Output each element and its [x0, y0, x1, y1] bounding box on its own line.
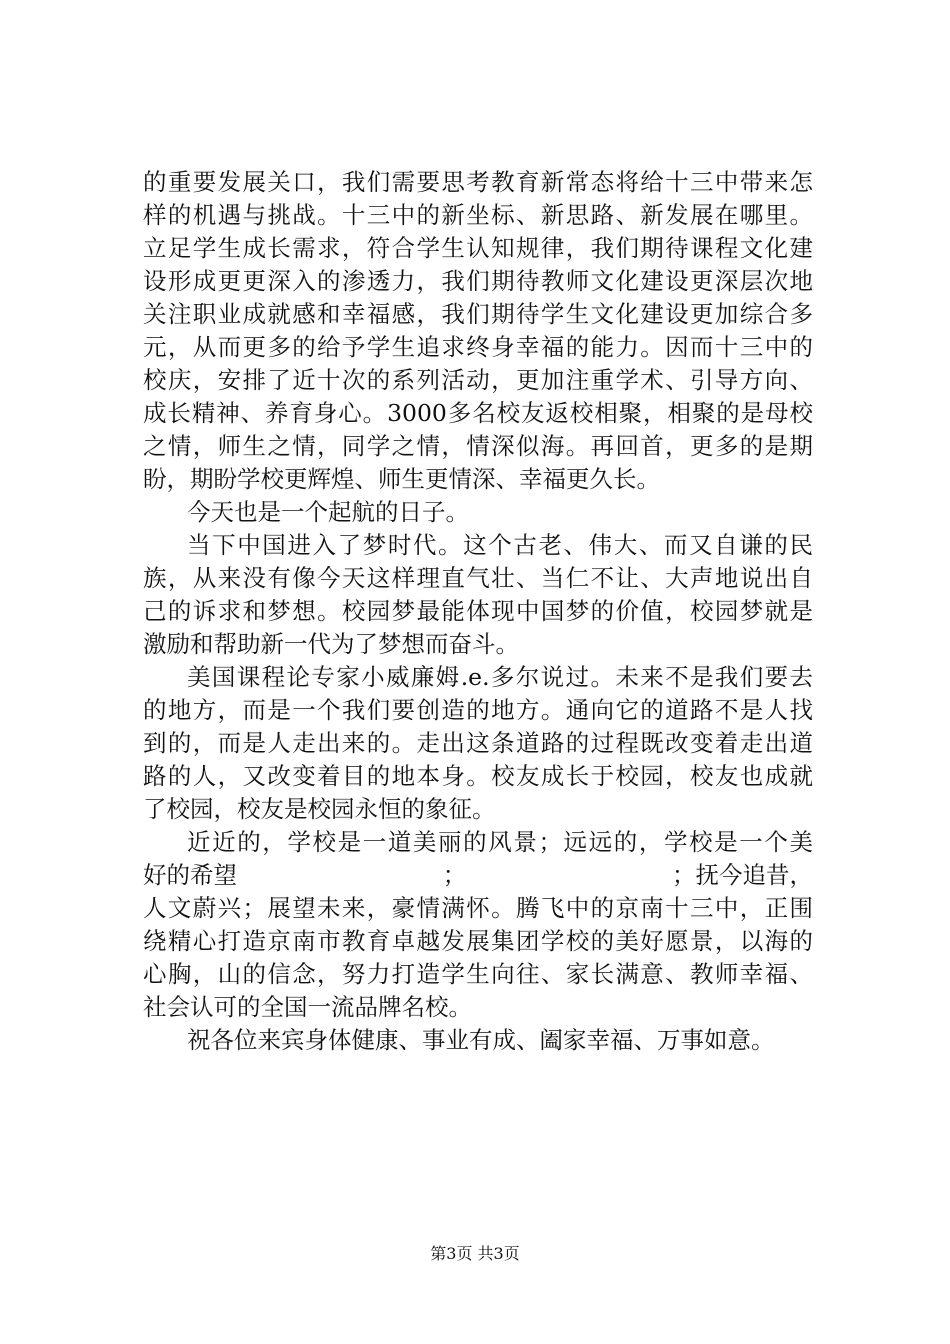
- text-line: 当下中国进入了梦时代。这个古老、伟大、而又自谦的民: [187, 531, 813, 559]
- text-line: 美国课程论专家小威廉姆.e.多尔说过。未来不是我们要去: [187, 663, 813, 691]
- text-line: 族，从来没有像今天这样理直气壮、当仁不让、大声地说出自: [143, 564, 813, 592]
- text-line: 样的机遇与挑战。十三中的新坐标、新思路、新发展在哪里。: [143, 201, 813, 229]
- text-line: 关注职业成就感和幸福感，我们期待学生文化建设更加综合多: [143, 300, 813, 328]
- paragraph: [143, 1024, 813, 1057]
- text-fragment: 好的希望: [143, 861, 237, 889]
- text-line: 的地方，而是一个我们要创造的地方。通向它的道路不是人找: [143, 696, 813, 724]
- text-line: 路的人，又改变着目的地本身。校友成长于校园，校友也成就: [143, 762, 813, 790]
- text-line: 校庆，安排了近十次的系列活动，更加注重学术、引导方向、: [143, 366, 813, 394]
- text-line: 了校园，校友是校园永恒的象征。: [143, 795, 496, 823]
- text-line: 激励和帮助新一代为了梦想而奋斗。: [143, 630, 519, 658]
- document-body: [143, 166, 813, 1057]
- text-line-with-gaps: [143, 859, 813, 892]
- text-line: 成长精神、养育身心。3000多名校友返校相聚，相聚的是母校: [143, 399, 813, 427]
- page-number-footer: 第3页 共3页: [430, 1244, 520, 1263]
- text-line: 社会认可的全国一流品牌名校。: [143, 993, 472, 1021]
- text-line: 祝各位来宾身体健康、事业有成、阖家幸福、万事如意。: [187, 1026, 775, 1054]
- paragraph: [143, 661, 813, 826]
- paragraph: [143, 826, 813, 1024]
- text-line: 到的，而是人走出来的。走出这条道路的过程既改变着走出道: [143, 729, 813, 757]
- paragraph: [143, 166, 813, 496]
- text-line: 的重要发展关口，我们需要思考教育新常态将给十三中带来怎: [143, 168, 813, 196]
- text-line: 绕精心打造京南市教育卓越发展集团学校的美好愿景，以海的: [143, 927, 813, 955]
- text-line: 心胸，山的信念，努力打造学生向往、家长满意、教师幸福、: [143, 960, 813, 988]
- text-fragment: ；: [442, 861, 467, 889]
- text-line: 之情，师生之情，同学之情，情深似海。再回首，更多的是期: [143, 432, 813, 460]
- text-line: 人文蔚兴；展望未来，豪情满怀。腾飞中的京南十三中，正围: [143, 894, 813, 922]
- text-fragment: ；抚今追昔，: [672, 861, 813, 889]
- text-line: 近近的，学校是一道美丽的风景；远远的，学校是一个美: [187, 828, 813, 856]
- paragraph: [143, 496, 813, 529]
- text-line: 今天也是一个起航的日子。: [187, 498, 469, 526]
- text-line: 己的诉求和梦想。校园梦最能体现中国梦的价值，校园梦就是: [143, 597, 813, 625]
- text-line: 设形成更更深入的渗透力，我们期待教师文化建设更深层次地: [143, 267, 813, 295]
- text-line: 立足学生成长需求，符合学生认知规律，我们期待课程文化建: [143, 234, 813, 262]
- paragraph: [143, 529, 813, 661]
- text-line: 盼，期盼学校更辉煌、师生更情深、幸福更久长。: [143, 465, 660, 493]
- text-line: 元，从而更多的给予学生追求终身幸福的能力。因而十三中的: [143, 333, 813, 361]
